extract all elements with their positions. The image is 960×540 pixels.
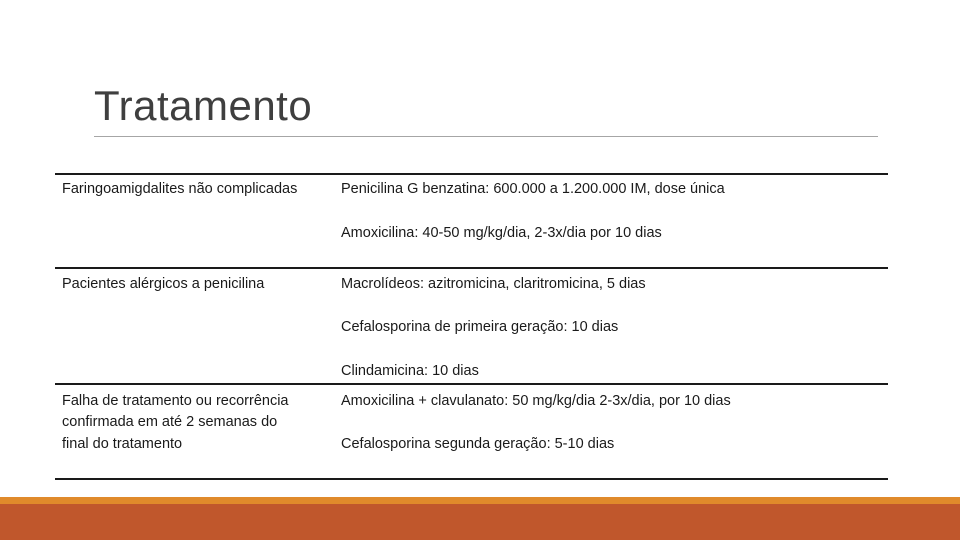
treatment-cell: Penicilina G benzatina: 600.000 a 1.200.000 IM, dose única (341, 181, 725, 197)
title-underline (94, 136, 878, 137)
table-row-rule (55, 383, 888, 385)
condition-cell: Faringoamigdalites não complicadas (62, 181, 298, 197)
treatment-cell: Amoxicilina: 40-50 mg/kg/dia, 2-3x/dia por 10 dias (341, 225, 662, 241)
slide-title: Tratamento (94, 82, 313, 129)
condition-line: final do tratamento (62, 436, 183, 452)
treatment-cell: Macrolídeos: azitromicina, claritromicina, 5 dias (341, 276, 646, 292)
table-row-rule (55, 267, 888, 269)
table-bottom-rule (55, 478, 888, 480)
treatment-cell: Amoxicilina + clavulanato: 50 mg/kg/dia 2-3x/dia, por 10 dias (341, 393, 731, 409)
condition-line: confirmada em até 2 semanas do (62, 414, 278, 430)
condition-line: Falha de tratamento ou recorrência (62, 393, 289, 409)
treatment-cell: Clindamicina: 10 dias (341, 363, 479, 379)
treatment-cell: Cefalosporina de primeira geração: 10 dias (341, 319, 619, 335)
footer-accent-stripe (0, 497, 960, 504)
condition-cell: Pacientes alérgicos a penicilina (62, 276, 265, 292)
treatment-cell: Cefalosporina segunda geração: 5-10 dias (341, 436, 615, 452)
footer-bar (0, 504, 960, 540)
table-top-rule (55, 173, 888, 175)
